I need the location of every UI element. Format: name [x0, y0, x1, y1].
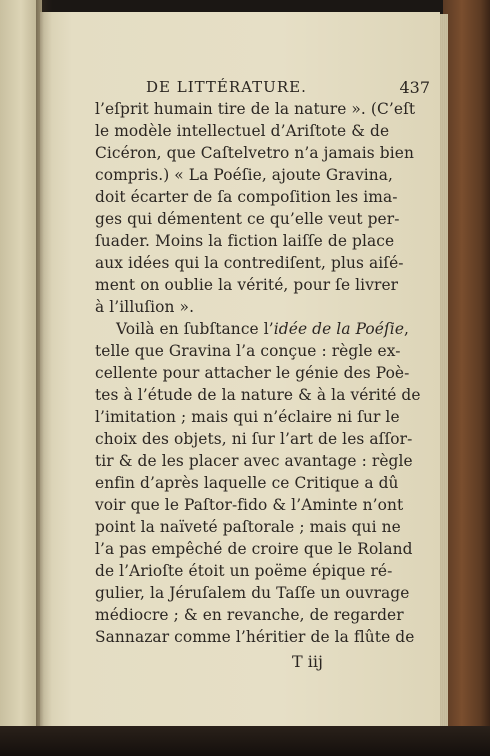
text-line: tes à l’étude de la nature & à la vérité de — [95, 386, 421, 404]
text-line: tir & de les placer avec avantage : règle — [95, 452, 413, 470]
text-line: Cicéron, que Caſtelvetro n’a jamais bien — [95, 144, 414, 162]
paragraph-opening-line — [116, 320, 409, 338]
text-line: choix des objets, ni ſur l’art de les aſſor- — [95, 430, 413, 448]
text-line: compris.) « La Poéſie, ajoute Gravina, — [95, 166, 394, 184]
text-line: ment on oublie la vérité, pour ſe livrer — [95, 276, 399, 294]
italic-title: idée de la Poéſie — [273, 320, 405, 338]
text-line: enfin d’après laquelle ce Critique a dû — [95, 474, 399, 492]
text-line: aux idées qui la contrediſent, plus aiſé- — [95, 254, 404, 272]
text-line: Sannazar comme l’héritier de la flûte de — [95, 628, 415, 646]
text-line: l’eſprit humain tire de la nature ». (C’eſt — [95, 100, 416, 118]
text-line: l’imitation ; mais qui n’éclaire ni ſur le — [95, 408, 400, 426]
running-head — [146, 78, 430, 96]
text-line: ges qui démentent ce qu’elle veut per- — [95, 210, 400, 228]
bottom-shadow — [0, 726, 490, 756]
text-line: le modèle intellectuel d’Ariſtote & de — [95, 122, 390, 140]
running-title: DE LITTÉRATURE. — [146, 78, 307, 96]
paragraph-text: Voilà en ſubſtance l’ — [116, 320, 274, 338]
text-line: ſuader. Moins la fiction laiſſe de place — [95, 232, 395, 250]
book-cover-edge — [443, 0, 490, 756]
text-line: telle que Gravina l’a conçue : règle ex- — [95, 342, 401, 360]
signature-mark: T iij — [292, 652, 323, 671]
text-line: point la naïveté paſtorale ; mais qui ne — [95, 518, 401, 536]
text-line: l’a pas empêché de croire que le Roland — [95, 540, 413, 558]
text-line: à l’illuſion ». — [95, 298, 195, 316]
text-line: doit écarter de ſa compoſition les ima- — [95, 188, 398, 206]
text-line: cellente pour attacher le génie des Poè- — [95, 364, 410, 382]
page-number: 437 — [399, 78, 430, 97]
text-line: de l’Arioſte étoit un poëme épique ré- — [95, 562, 393, 580]
text-line: médiocre ; & en revanche, de regarder — [95, 606, 404, 624]
paragraph-punctuation: , — [404, 320, 410, 338]
text-line: voir que le Paſtor-fido & l’Aminte n’ont — [95, 496, 404, 514]
spine-gutter — [36, 0, 52, 756]
text-line: gulier, la Jéruſalem du Taſſe un ouvrage — [95, 584, 410, 602]
